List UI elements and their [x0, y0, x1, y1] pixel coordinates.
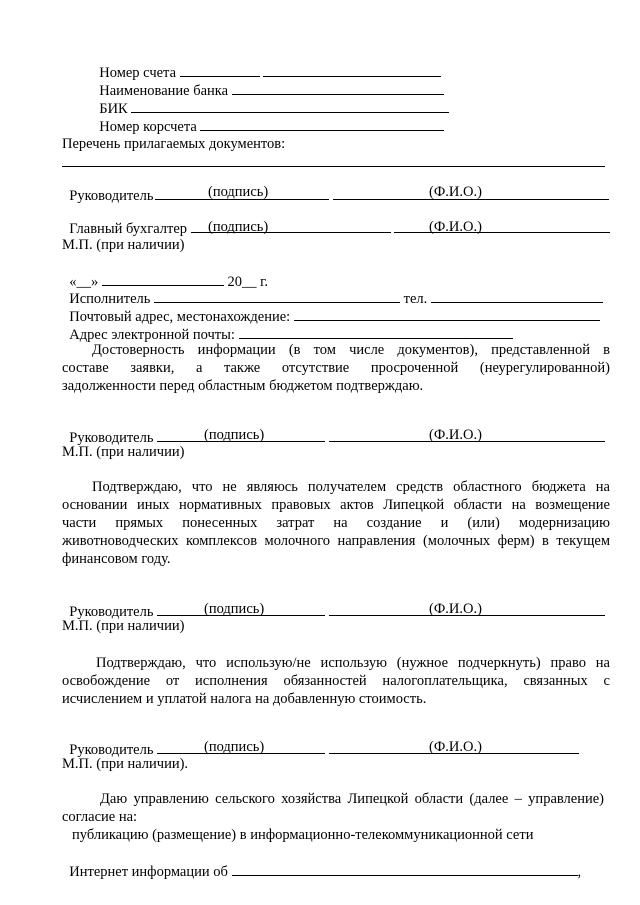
signature-field[interactable]: [267, 186, 329, 200]
paragraph-line: согласие на:: [62, 809, 138, 825]
paragraph-line: Достоверность информации (в том числе документов), представленной в: [92, 342, 610, 358]
caption-signature: (подпись): [204, 601, 265, 617]
stamp-note: М.П. (при наличии): [62, 618, 185, 634]
stamp-note: М.П. (при наличии).: [62, 756, 189, 772]
paragraph-line: задолженности перед областным бюджетом подтверждаю.: [62, 378, 424, 394]
label-chief-accountant: Главный бухгалтер: [69, 221, 188, 237]
consent-internet-line: [62, 844, 581, 881]
caption-fio: (Ф.И.О.): [429, 219, 482, 235]
label-director: Руководитель: [69, 742, 154, 758]
paragraph-vat: [62, 654, 610, 708]
paragraph-line: животноводческих комплексов молочного направления (молочных ферм) в текущем: [62, 533, 610, 549]
caption-signature: (подпись): [204, 427, 265, 443]
caption-signature: (подпись): [208, 219, 269, 235]
paragraph-consent: [62, 790, 604, 826]
caption-fio: (Ф.И.О.): [429, 739, 482, 755]
date-year: 20__ г.: [227, 274, 269, 290]
paragraph-line: основании иных нормативных правовых актов Липецкой области на возмещение: [62, 497, 610, 513]
label-bank-name: Наименование банка: [99, 83, 229, 99]
label-bik: БИК: [99, 101, 128, 117]
caption-fio: (Ф.И.О.): [429, 184, 482, 200]
blank-field[interactable]: [200, 117, 444, 131]
paragraph-line: Интернет информации об: [69, 864, 228, 880]
comma: ,: [577, 864, 582, 880]
info-field[interactable]: [232, 862, 578, 876]
director-line-4: [62, 722, 579, 759]
director-line-2: [62, 410, 605, 447]
paragraph-line: финансовом году.: [62, 551, 171, 567]
date-day: «__»: [69, 274, 99, 290]
email-line: [62, 307, 513, 344]
label-account: Номер счета: [99, 65, 177, 81]
label-director: Руководитель: [69, 430, 154, 446]
caption-signature: (подпись): [208, 184, 269, 200]
blank-field[interactable]: [62, 153, 605, 167]
consent-item: публикацию (размещение) в информационно-телекоммуникационной сети: [72, 827, 534, 843]
paragraph-line: исчислением и уплатой налога на добавленную стоимость.: [62, 691, 427, 707]
paragraph-no-subsidy: [62, 478, 610, 568]
paragraph-line: Подтверждаю, что не являюсь получателем средств областного бюджета на: [92, 479, 610, 495]
label-executor: Исполнитель: [69, 291, 151, 307]
paragraph-line: освобождение от исполнения обязанностей налогоплательщика, связанных с: [62, 673, 610, 689]
stamp-note: М.П. (при наличии): [62, 237, 185, 253]
caption-signature: (подпись): [204, 739, 265, 755]
corr-line: [92, 99, 444, 136]
label-email: Адрес электронной почты:: [69, 327, 235, 343]
email-field[interactable]: [239, 325, 513, 339]
director-line-3: [62, 584, 605, 621]
paragraph-line: Подтверждаю, что использую/не использую (нужное подчеркнуть) право на: [96, 655, 610, 671]
label-corr: Номер корсчета: [99, 119, 197, 135]
label-director: Руководитель: [69, 604, 154, 620]
caption-fio: (Ф.И.О.): [429, 601, 482, 617]
director-line-1: [62, 168, 609, 205]
paragraph-line: части прямых понесенных затрат на создание и (или) модернизацию: [62, 515, 610, 531]
docs-label: Перечень прилагаемых документов:: [62, 136, 286, 152]
fio-field[interactable]: [394, 219, 610, 233]
paragraph-line: Даю управлению сельского хозяйства Липецкой области (далее – управление): [100, 791, 604, 807]
label-tel: тел.: [403, 291, 428, 307]
label-director: Руководитель: [69, 188, 154, 204]
paragraph-reliability: [62, 341, 610, 395]
stamp-note: М.П. (при наличии): [62, 444, 185, 460]
label-postal: Почтовый адрес, местонахождение:: [69, 309, 291, 325]
paragraph-line: составе заявки, а также отсутствие просроченной (неурегулированной): [62, 360, 610, 376]
caption-fio: (Ф.И.О.): [429, 427, 482, 443]
accountant-line: [62, 201, 610, 238]
